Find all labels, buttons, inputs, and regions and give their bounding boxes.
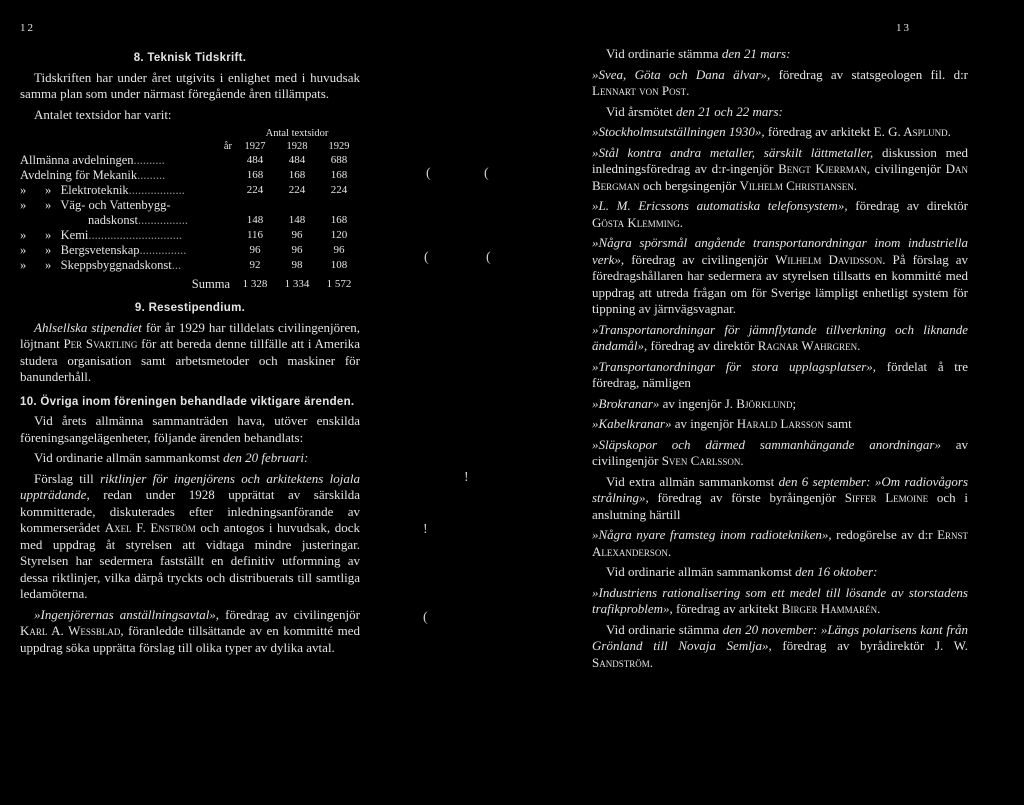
left-column	[20, 44, 360, 660]
table-summa-row: Summa 1 328 1 334 1 572	[191, 277, 352, 291]
meeting-paragraph: Vid ordinarie stämma den 21 mars:	[606, 46, 791, 61]
lecture-paragraph: »Några nyare framsteg inom radiotekniken», redogörelse av d:r Ernst Alexanderson.	[592, 527, 969, 559]
table-row: Avdelning för Mekanik......... 168 168 168	[20, 168, 348, 182]
table-row: » » Kemi.............................. 116 96 120	[20, 228, 348, 242]
section-9-heading: 9. Resestipendium.	[134, 302, 246, 314]
lecture-paragraph: »Svea, Göta och Dana älvar», föredrag av statsgeologen fil. d:r Lennart von Post.	[592, 66, 969, 98]
table-row: » » Väg- och Vattenbygg-	[20, 198, 171, 212]
page-number-right: 13	[896, 22, 911, 34]
lecture-paragraph: »Kabelkranar» av ingenjör Harald Larsson samt	[592, 416, 852, 431]
lecture-paragraph: »Släpskopor och därmed sammanhängande anordningar» av civilingenjör Sven Carlsson.	[592, 436, 969, 468]
right-column	[592, 46, 968, 675]
table-header-top: Antal textsidor	[265, 128, 329, 139]
section-10-heading: 10. Övriga inom föreningen behandlade viktigare ärenden.	[20, 395, 355, 408]
right-page	[512, 0, 1024, 805]
section-10-paragraph-3: Förslag till riktlinjer för ingenjörens och arkitektens lojala uppträdande, redan under 1928 upprättat av särskilda kommitterade, diskuterades efter inledningsanförande av kommerserådet Axel F. Enström och antogos i huvudsak, dock med uppdrag åt styrelsen att vidtaga mindre justeringar. Styrelsen har sedermera fastställt en definitiv utformning av dessa riktlinjer, vilka därpå tryckts och distribuerats till samtliga ledamöterna.	[20, 470, 361, 601]
lecture-paragraph: »Transportanordningar för jämnflytande tillverkning och liknande ändamål», föredrag av direktör Ragnar Wahrgren.	[592, 321, 968, 353]
lecture-paragraph: »Stål kontra andra metaller, särskilt lättmetaller, diskussion med inledningsföredrag av d:r-ingenjör Bengt Kjerrman, civilingenjör Dan Bergman och bergsingenjör Vilhelm Christiansen.	[592, 144, 968, 193]
gutter-mark: (	[426, 166, 431, 181]
section-10-paragraph-4: »Ingenjörernas anställningsavtal», föredrag av civilingenjör Karl A. Wessblad, föranledde tillsättande av en kommitté med uppdrag söka upprätta förslag till olika typer av dylika avtal.	[20, 606, 361, 655]
meeting-paragraph: Vid ordinarie stämma den 20 november: »Längs polarisens kant från Grönland till Novaja Semlja», föredrag av byrådirektör J. W. Sandström.	[592, 621, 969, 670]
table-row: » » Skeppsbyggnadskonst... 92 98 108	[20, 258, 348, 272]
section-8-paragraph-1: Tidskriften har under året utgivits i enlighet med i huvudsak samma plan som under närmast föregående åren tillämpats.	[20, 69, 360, 101]
gutter-mark: !	[464, 470, 469, 485]
gutter-mark: (	[484, 166, 489, 181]
table-header-ar: år	[223, 141, 232, 152]
gutter-mark: (	[424, 250, 429, 265]
section-10-paragraph-1: Vid årets allmänna sammanträden hava, utöver enskilda föreningsangelägenheter, följande ärenden behandlats:	[20, 413, 360, 445]
meeting-paragraph: Vid ordinarie allmän sammankomst den 16 oktober:	[606, 564, 878, 579]
lecture-paragraph: »Några spörsmål angående transportanordningar inom industriella verk», föredrag av civilingenjör Wilhelm Davidsson. På förslag av föredragshållaren har sedermera av styrelsen tillsatts en kommitté med uppdrag att utreda frågan om för Sverige lämpligt enhetligt system för tippning av järnvägsvagnar.	[592, 235, 969, 316]
meeting-paragraph: Vid årsmötet den 21 och 22 mars:	[606, 103, 783, 119]
textsidor-table	[20, 127, 360, 292]
section-10-paragraph-2: Vid ordinarie allmän sammankomst den 20 februari:	[34, 450, 309, 465]
table-year: 1929	[328, 141, 350, 152]
section-8-heading: 8. Teknisk Tidskrift.	[133, 52, 247, 64]
table-row: » » Elektroteknik.................. 224 224 224	[20, 183, 348, 197]
lecture-paragraph: »Stockholmsutställningen 1930», föredrag av arkitekt E. G. Asplund.	[592, 124, 951, 139]
gutter-mark: (	[423, 610, 428, 625]
page-number-left: 12	[20, 22, 35, 34]
table-row: nadskonst................ 148 148 168	[88, 213, 348, 227]
table-year: 1928	[286, 141, 308, 152]
lecture-paragraph: »Transportanordningar för stora upplagsplatser», fördelat å tre föredrag, nämligen	[592, 358, 969, 390]
lecture-paragraph: »Industriens rationalisering som ett medel till lösande av storstadens trafikproblem», föredrag av arkitekt Birger Hammarén.	[592, 584, 968, 616]
section-9-paragraph: Ahlsellska stipendiet för år 1929 har tilldelats civilingenjören, löjtnant Per Svartling för att bereda denne tillfälle att i Amerika studera organisation samt arbetsmetoder och maskiner för banunderhåll.	[20, 319, 361, 384]
table-row: Allmänna avdelningen.......... 484 484 688	[20, 153, 348, 167]
section-8-paragraph-2: Antalet textsidor har varit:	[34, 106, 172, 122]
lecture-paragraph: »Brokranar» av ingenjör J. Björklund;	[592, 395, 797, 411]
table-row: » » Bergsvetenskap............... 96 96 96	[20, 243, 345, 257]
lecture-paragraph: »L. M. Ericssons automatiska telefonsystem», föredrag av direktör Gösta Klemming.	[592, 198, 968, 230]
gutter-mark: (	[486, 250, 491, 265]
table-year: 1927	[244, 141, 266, 152]
meeting-paragraph: Vid extra allmän sammankomst den 6 september: »Om radiovågors strålning», föredrag av förste byråingenjör Siffer Lemoine och i anslutning härtill	[592, 473, 969, 522]
gutter-mark: !	[423, 522, 428, 537]
